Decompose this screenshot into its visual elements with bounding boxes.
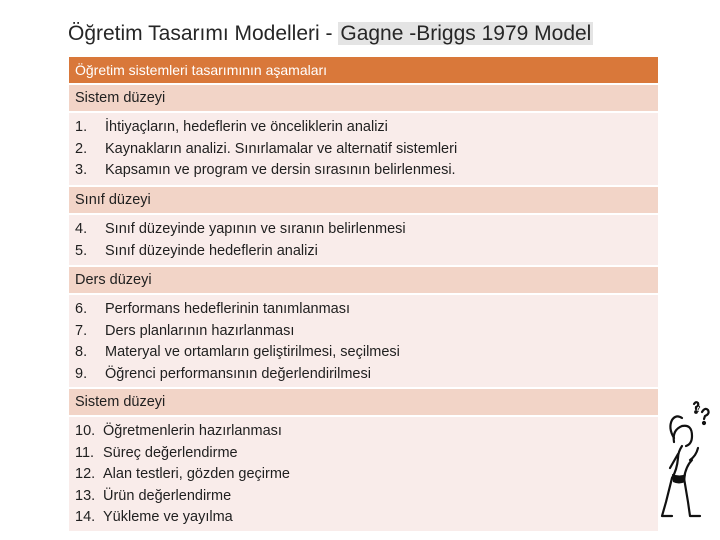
item-number: 4. — [75, 221, 88, 237]
list-item — [75, 464, 658, 486]
item-text: Süreç değerlendirme — [103, 444, 238, 461]
item-number: 13. — [75, 487, 96, 504]
item-number: 1. — [75, 119, 88, 135]
list-item — [75, 117, 658, 139]
item-number: 5. — [75, 242, 88, 259]
stages-table — [69, 57, 658, 533]
item-text: Ders planlarının hazırlanması — [105, 322, 295, 339]
item-text: Öğretmenlerin hazırlanması — [103, 423, 282, 439]
section-body — [69, 113, 658, 187]
item-number: 3. — [75, 162, 88, 178]
item-text: Alan testleri, gözden geçirme — [103, 466, 290, 482]
list-item — [75, 321, 658, 343]
section-body — [69, 295, 658, 389]
list-item — [75, 364, 658, 386]
item-text: Yükleme ve yayılma — [103, 509, 233, 525]
list-item — [75, 160, 658, 182]
item-text: Sınıf düzeyinde hedeflerin analizi — [105, 242, 318, 259]
list-item — [75, 342, 658, 364]
item-number: 11. — [75, 444, 95, 461]
item-number: 14. — [75, 509, 96, 525]
list-item — [75, 219, 658, 241]
title-prefix: Öğretim Tasarımı Modelleri - — [68, 22, 339, 45]
item-number: 2. — [75, 140, 88, 157]
section-label: Sınıf düzeyi — [69, 187, 658, 215]
item-text: Öğrenci performansının değerlendirilmesi — [105, 365, 371, 382]
list-item — [75, 507, 658, 529]
list-item — [75, 299, 658, 321]
question-mark: ? — [696, 405, 701, 415]
item-text: Kaynakların analizi. Sınırlamalar ve alternatif sistemleri — [105, 140, 458, 157]
item-number: 9. — [75, 365, 88, 382]
list-item — [75, 139, 658, 161]
item-number: 6. — [75, 301, 88, 317]
item-number: 12. — [75, 466, 96, 482]
item-number: 8. — [75, 344, 88, 360]
list-item — [75, 486, 658, 508]
section-body — [69, 417, 658, 533]
item-text: Kapsamın ve program ve dersin sırasının belirlenmesi. — [105, 162, 456, 178]
item-number: 7. — [75, 322, 88, 339]
title-highlight: Gagne -Briggs 1979 Model — [340, 22, 592, 45]
thinking-person-icon — [660, 398, 720, 528]
item-text: Ürün değerlendirme — [103, 487, 232, 504]
item-text: Sınıf düzeyinde yapının ve sıranın belirlenmesi — [105, 221, 406, 237]
item-number: 10. — [75, 423, 96, 439]
page-title — [68, 22, 593, 46]
section-label: Sistem düzeyi — [69, 85, 658, 113]
section-label: Sistem düzeyi — [69, 389, 658, 417]
section-body — [69, 215, 658, 267]
item-text: İhtiyaçların, hedeflerin ve önceliklerin analizi — [105, 119, 388, 135]
list-item — [75, 421, 658, 443]
item-text: Performans hedeflerinin tanımlanması — [105, 301, 351, 317]
item-text: Materyal ve ortamların geliştirilmesi, seçilmesi — [105, 344, 400, 360]
table-header: Öğretim sistemleri tasarımının aşamaları — [69, 57, 658, 85]
list-item — [75, 241, 658, 263]
section-label: Ders düzeyi — [69, 267, 658, 295]
list-item — [75, 443, 658, 465]
